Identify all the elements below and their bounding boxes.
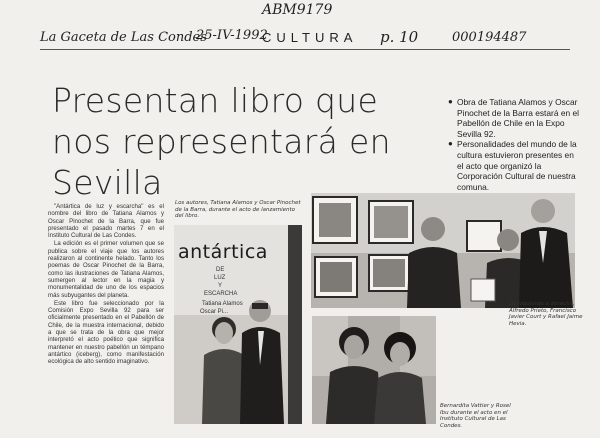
handwritten-date: 25-IV-1992 [196, 28, 268, 43]
handwritten-reference: 000194487 [452, 30, 527, 45]
photo-caption-guests: De izquierda a derecha, Alfredo Prieto, Francisco Javier Court y Rafael Jaime Hevia. [509, 301, 583, 327]
article-body [48, 203, 164, 367]
bullet-icon: ● [448, 97, 453, 106]
body-paragraph: La edición es el primer volumen que se publica sobre el viaje que los autores realizaron al continente helado. Tanto los poemas de Oscar Pinochet de la Barra, como las ilustraciones de Tatiana Alamos, sumergen al lector en la magia y monumentalidad de uno de los espacios más subyugantes del planeta. [48, 240, 164, 299]
summary-item [448, 97, 580, 139]
book-cover-line: Y [218, 283, 223, 289]
summary-text: Obra de Tatiana Alamos y Oscar Pinochet de la Barra estará en el Pabellón de Chile en la Expo Sevilla 92. [457, 97, 579, 139]
handwritten-archive-code: ABM9179 [262, 2, 333, 18]
handwritten-source: La Gaceta de Las Condes [40, 30, 207, 45]
summary-bullets [448, 97, 580, 192]
section-label: CULTURA [262, 30, 358, 45]
photo-gallery-image [311, 193, 575, 308]
body-paragraph: "Antártica de luz y escarcha" es el nombre del libro de Tatiana Alamos y Oscar Pinochet de la Barra, que fue presentado el pasado martes 7 en el Instituto Cultural de Las Condes. [48, 203, 164, 240]
book-cover-line: LUZ [214, 275, 226, 281]
book-cover-title: antártica [178, 241, 268, 263]
bullet-icon: ● [448, 139, 453, 149]
handwritten-page: p. 10 [380, 28, 419, 46]
photo-caption-women: Bernardita Vattier y Rosel Ibu durante el acto en el Instituto Cultural de Las Condes. [440, 403, 511, 429]
photo-women-image [312, 316, 436, 424]
photo-two-women [312, 316, 436, 424]
photo-caption-authors: Los autores, Tatiana Alamos y Oscar Pinochet de la Barra, durante el acto de lanzamiento del libro. [175, 200, 301, 220]
headline: Presentan libro que nos representará en Sevilla [52, 81, 391, 202]
summary-text: Personalidades del mundo de la cultura estuvieron presentes en el acto que organizó la Corporación Cultural de nuestra comuna. [457, 139, 577, 192]
photo-authors-with-book [174, 225, 302, 424]
book-cover-author: Tatiana Alamos [202, 301, 243, 307]
photo-gallery-guests [311, 193, 575, 308]
summary-item [448, 139, 580, 192]
header-divider [40, 49, 570, 50]
body-paragraph: Este libro fue seleccionado por la Comisión Expo Sevilla 92 para ser oficialmente presentado en el Pabellón de Chile, de la muestra internacional, debido a que se trata de la obra que mejor interpretó el acto poético que significa mantener en nuestro pabellón un témpano antártico (iceberg), como manifestación ecológica de alto sentido imaginativo. [48, 299, 164, 366]
book-cover-line: DE [216, 267, 225, 273]
book-cover-author: Oscar Pi... [200, 309, 229, 315]
book-cover-line: ESCARCHA [204, 291, 238, 297]
